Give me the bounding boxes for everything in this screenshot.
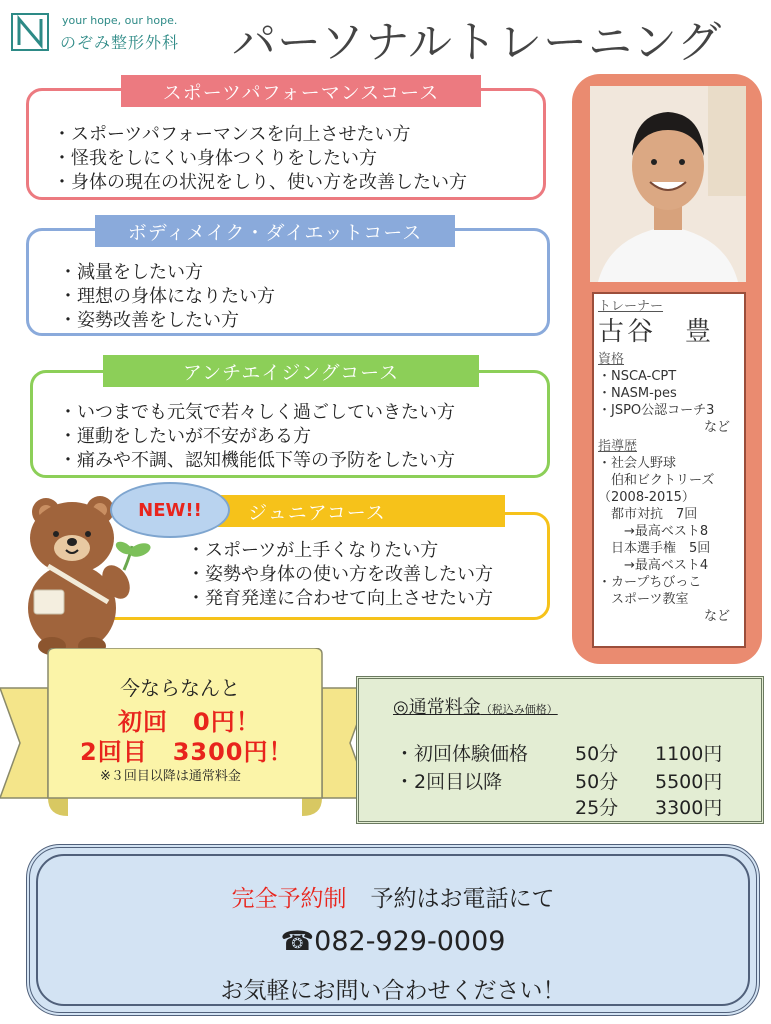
course-title: アンチエイジングコース	[103, 355, 479, 387]
promo-note: ※３回目以降は通常料金	[100, 769, 241, 784]
course-target-list	[59, 401, 455, 473]
list-item: ・ 理想の身体になりたい方	[59, 285, 275, 309]
tax-note: （税込み価格）	[480, 703, 558, 716]
history-item: ・カープちびっこ	[598, 575, 702, 590]
fee-price: 1100円	[655, 743, 723, 765]
list-item: ・ 身体の現在の状況をしり、使い方を改善したい方	[53, 171, 467, 195]
list-item: ・ 怪我をしにくい身体つくりをしたい方	[53, 147, 467, 171]
course-target-list	[187, 539, 493, 611]
course-title: ボディメイク・ダイエットコース	[95, 215, 455, 247]
history-heading: 指導歴	[598, 439, 638, 454]
trainer-info	[592, 292, 746, 648]
trainer-portrait-icon	[590, 86, 746, 282]
new-badge: NEW!!	[110, 482, 230, 538]
promo-intro: 今ならなんと	[120, 676, 240, 700]
trainer-photo	[590, 86, 746, 282]
fee-duration: 25分	[575, 797, 619, 819]
trainer-name: 古谷 豊	[598, 317, 715, 347]
list-item: ・ 痛みや不調、認知機能低下等の予防をしたい方	[59, 449, 455, 473]
fee-price: 5500円	[655, 771, 723, 793]
fee-label: ・初回体験価格	[395, 743, 529, 765]
history-item: ・社会人野球	[598, 456, 677, 471]
clinic-name: のぞみ整形外科	[60, 33, 180, 52]
trainer-role: トレーナー	[598, 299, 664, 314]
list-item: ・ スポーツが上手くなりたい方	[187, 539, 493, 563]
fee-title	[393, 693, 558, 719]
reservation-line	[30, 880, 756, 913]
history-item: →最高ベスト4	[598, 558, 709, 573]
fee-duration: 50分	[575, 743, 619, 765]
list-item: ・ 姿勢改善をしたい方	[59, 309, 275, 333]
list-item: ・ 発育発達に合わせて向上させたい方	[187, 587, 493, 611]
qualification-heading: 資格	[598, 352, 625, 367]
trainer-panel	[572, 74, 762, 664]
history-item: 伯和ビクトリーズ	[598, 473, 715, 488]
history-item: （2008-2015）	[598, 490, 695, 505]
qualification-item: ・NASM-pes	[598, 386, 677, 401]
page-title: パーソナルトレーニング	[232, 17, 723, 68]
reservation-method: 予約はお電話にて	[370, 886, 555, 912]
course-body-make-diet	[26, 221, 550, 336]
list-item: ・ スポーツパフォーマンスを向上させたい方	[53, 123, 467, 147]
fee-duration: 50分	[575, 771, 619, 793]
course-target-list	[59, 261, 275, 333]
history-item: 都市対抗 7回	[598, 507, 698, 522]
list-item: ・ いつまでも元気で若々しく過ごしていきたい方	[59, 401, 455, 425]
history-etc: など	[703, 609, 730, 624]
clinic-tagline: your hope, our hope.	[62, 14, 178, 27]
reservation-only-label: 完全予約制	[231, 886, 347, 912]
course-anti-aging	[30, 361, 550, 478]
promo-first-price: 初回 0円！	[118, 708, 261, 736]
clinic-logo-icon	[10, 12, 50, 52]
qualification-item: ・NSCA-CPT	[598, 369, 677, 384]
list-item: ・ 姿勢や身体の使い方を改善したい方	[187, 563, 493, 587]
regular-fee-box	[356, 676, 764, 824]
contact-box	[26, 844, 760, 1016]
list-item: ・ 減量をしたい方	[59, 261, 275, 285]
fee-label: ・2回目以降	[395, 771, 503, 793]
phone-number[interactable]: 082-929-0009	[314, 926, 506, 957]
course-title: ジュニアコース	[129, 495, 505, 527]
fee-title-text: ◎通常料金	[393, 697, 481, 718]
fee-price: 3300円	[655, 797, 723, 819]
promo-second-price: 2回目 3300円！	[80, 738, 294, 766]
qualification-etc: など	[703, 420, 730, 435]
course-target-list	[53, 123, 467, 195]
closing-message: お気軽にお問い合わせください！	[220, 978, 566, 1004]
phone-icon: ☎	[280, 926, 315, 957]
qualification-item: ・JSPO公認コーチ3	[598, 403, 715, 418]
history-item: →最高ベスト8	[598, 524, 709, 539]
course-title: スポーツパフォーマンスコース	[121, 75, 481, 107]
history-item: 日本選手権 5回	[598, 541, 711, 556]
course-sports-performance	[26, 81, 546, 200]
history-item: スポーツ教室	[598, 592, 689, 607]
phone-line[interactable]	[30, 926, 756, 957]
list-item: ・ 運動をしたいが不安がある方	[59, 425, 455, 449]
